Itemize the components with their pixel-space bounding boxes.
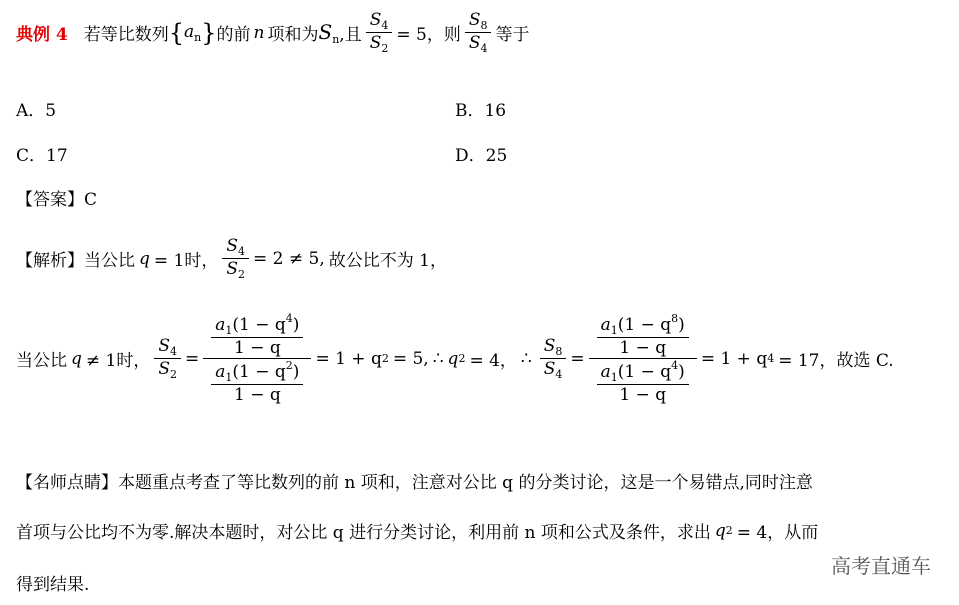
pow4: 4: [767, 352, 775, 365]
comment-line-2b: = 4，从而: [736, 523, 819, 543]
pow2: 2: [381, 352, 389, 365]
therefore-2: ∴: [520, 348, 532, 369]
problem-text-before: 若等比数列: [83, 25, 169, 45]
problem-text-end: 等于: [495, 25, 530, 45]
Sn: $S_n$: [318, 19, 340, 46]
var-n: n: [253, 22, 265, 43]
case-eq-mid2: = 1 + q: [700, 348, 768, 369]
fraction-s4-s2-case: $\frac{S_4}{S_2}$: [154, 336, 181, 381]
left-brace: {: [168, 18, 185, 47]
analysis-label: 【解析】: [16, 251, 84, 271]
option-b: B．16: [455, 101, 507, 121]
analysis-line: [16, 236, 447, 281]
analysis-t2: 故公比不为 1，: [328, 251, 447, 271]
case-derivation: [16, 312, 894, 405]
problem-text-sum: 项和为: [267, 25, 319, 45]
fraction-s4-s2: $\frac{S_4}{S_2}$: [366, 10, 393, 55]
example-label: 典例 4: [16, 25, 68, 45]
problem-statement: [16, 10, 529, 55]
var-q-4: q: [714, 520, 726, 541]
case-q2eq4: = 4，: [469, 351, 517, 371]
case-neq1: ≠ 1时，: [85, 351, 151, 371]
analysis-eq1: = 1时，: [153, 251, 219, 271]
comment-line-3: 得到结果.: [16, 575, 90, 595]
problem-eq5: = 5，则: [396, 25, 461, 45]
fraction-s8-s4: $\frac{S_8}{S_4}$: [465, 10, 492, 55]
case-eq5: = 5,: [392, 348, 429, 369]
case-t1: 当公比: [16, 351, 67, 371]
var-q: q: [139, 248, 150, 269]
fraction-s8-s4-case: $\frac{S_8}{S_4}$: [540, 336, 567, 381]
problem-text-and: ,且: [339, 25, 362, 45]
compound-fraction-1: [203, 312, 311, 405]
seq-a: $a_n$: [184, 21, 202, 44]
answer-line: 【答案】C: [16, 190, 98, 210]
comment-line-1: 【名师点睛】本题重点考查了等比数列的前 n 项和，注意对公比 q 的分类讨论，这是一个易错点,同时注意: [16, 473, 813, 493]
inner-fraction-bottom-1: $\frac{a_1(1 - q^2)}{1 - q}$: [211, 359, 303, 405]
pow2-c: 2: [725, 524, 733, 537]
analysis-result1: = 2 ≠ 5,: [253, 248, 325, 269]
compound-fraction-2: [589, 312, 697, 405]
option-d: D．25: [455, 146, 508, 166]
analysis-t1: 当公比: [84, 251, 135, 271]
equals-sign-2: =: [570, 348, 585, 369]
inner-fraction-bottom-2: $\frac{a_1(1 - q^4)}{1 - q}$: [597, 359, 689, 405]
var-q-2: q: [71, 348, 82, 369]
comment-line-2: [16, 518, 946, 543]
therefore-1: ∴: [432, 348, 444, 369]
right-brace: }: [201, 18, 217, 47]
option-a: A．5: [16, 101, 57, 121]
fraction-s4-s2-analysis: $\frac{S_4}{S_2}$: [222, 236, 249, 281]
case-eq17: = 17，故选 C.: [778, 351, 894, 371]
case-eq-mid: = 1 + q: [315, 348, 382, 369]
watermark: 高考直通车: [831, 554, 931, 578]
comment-line-2a: 首项与公比均不为零.解决本题时，对公比 q 进行分类讨论，利用前 n 项和公式及条件，求出: [16, 523, 711, 543]
inner-fraction-top-1: $\frac{a_1(1 - q^4)}{1 - q}$: [211, 312, 303, 358]
equals-sign: =: [185, 348, 200, 369]
inner-fraction-top-2: $\frac{a_1(1 - q^8)}{1 - q}$: [597, 312, 689, 358]
problem-text-mid: 的前: [216, 25, 251, 45]
option-c: C．17: [16, 146, 68, 166]
pow2-b: 2: [458, 352, 466, 365]
var-q-3: q: [447, 348, 459, 369]
